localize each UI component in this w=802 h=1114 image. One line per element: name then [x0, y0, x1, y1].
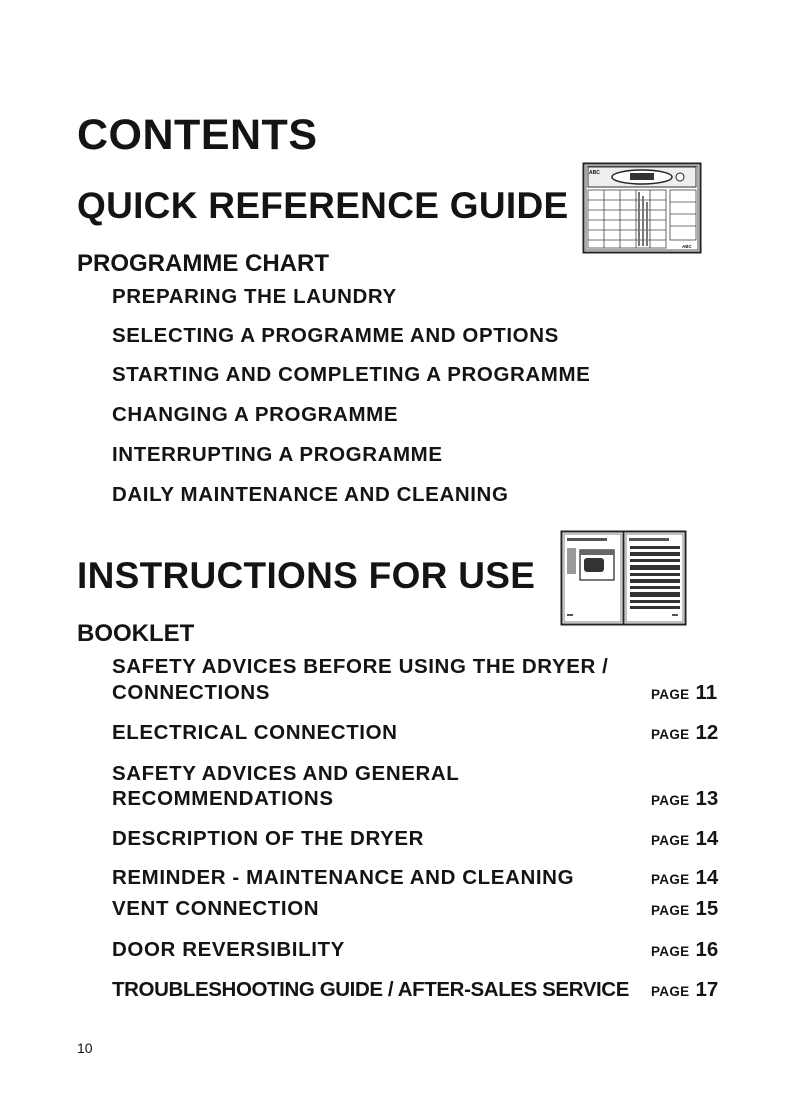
contents-item-line: REMINDER - MAINTENANCE AND CLEANING: [112, 866, 575, 889]
page-number: 12: [695, 721, 719, 744]
page-title: CONTENTS: [77, 111, 318, 159]
programme-chart-heading: PROGRAMME CHART: [77, 250, 329, 277]
footer-page-number: 10: [77, 1040, 93, 1056]
contents-item-line: TROUBLESHOOTING GUIDE / AFTER-SALES SERVICE: [112, 978, 629, 1001]
page-word: PAGE: [651, 872, 690, 887]
contents-item: PREPARING THE LAUNDRY: [112, 285, 397, 308]
instructions-heading: INSTRUCTIONS FOR USE: [77, 555, 536, 596]
contents-item: STARTING AND COMPLETING A PROGRAMME: [112, 363, 591, 386]
page-reference: [651, 721, 718, 745]
page-reference: [651, 938, 718, 962]
page-word: PAGE: [651, 793, 690, 808]
page-reference: [651, 681, 717, 705]
contents-item: SELECTING A PROGRAMME AND OPTIONS: [112, 324, 559, 347]
contents-item-line: DESCRIPTION OF THE DRYER: [112, 827, 425, 850]
quick-reference-heading: QUICK REFERENCE GUIDE: [77, 185, 569, 226]
page-word: PAGE: [651, 944, 690, 959]
page-number: 14: [695, 866, 719, 889]
contents-item-line: ELECTRICAL CONNECTION: [112, 721, 398, 744]
page-number: 16: [695, 938, 719, 961]
booklet-thumbnail-icon: [560, 530, 687, 626]
programme-chart-thumbnail-icon: [582, 162, 702, 254]
page-word: PAGE: [651, 687, 690, 702]
page-word: PAGE: [651, 727, 690, 742]
page-reference: [651, 787, 718, 811]
page-reference: [651, 866, 718, 890]
booklet-heading: BOOKLET: [77, 620, 195, 647]
contents-item-line: VENT CONNECTION: [112, 897, 320, 920]
page-number: 14: [695, 827, 719, 850]
contents-item: INTERRUPTING A PROGRAMME: [112, 443, 443, 466]
page-reference: [651, 827, 718, 851]
page-number: 15: [695, 897, 719, 920]
contents-item-line: SAFETY ADVICES AND GENERAL: [112, 762, 460, 785]
contents-item: DAILY MAINTENANCE AND CLEANING: [112, 483, 509, 506]
page-number: 13: [695, 787, 719, 810]
contents-item: CHANGING A PROGRAMME: [112, 403, 399, 426]
page-word: PAGE: [651, 833, 690, 848]
page-word: PAGE: [651, 903, 690, 918]
page-reference: [651, 978, 718, 1002]
page-number: 17: [695, 978, 719, 1001]
contents-item-line: SAFETY ADVICES BEFORE USING THE DRYER /: [112, 655, 609, 678]
thumbnail-label-abc: ABC: [589, 170, 600, 176]
contents-item-line: DOOR REVERSIBILITY: [112, 938, 345, 961]
page-number: 11: [695, 681, 718, 704]
thumbnail-label-abc-right: ABC: [682, 244, 692, 249]
page-reference: [651, 897, 718, 921]
contents-item-line: RECOMMENDATIONS: [112, 787, 334, 810]
contents-item-line: CONNECTIONS: [112, 681, 271, 704]
page-word: PAGE: [651, 984, 690, 999]
